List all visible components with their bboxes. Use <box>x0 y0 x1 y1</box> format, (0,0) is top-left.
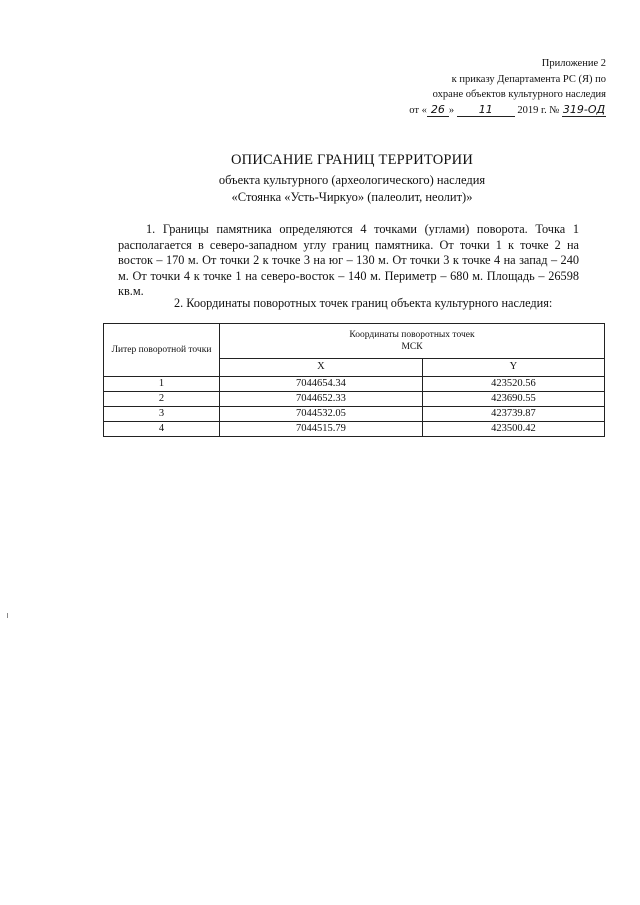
date-day: 26 <box>427 104 449 117</box>
appendix-line-3: охране объектов культурного наследия <box>432 89 606 100</box>
table-row <box>104 407 605 422</box>
header-coordinates-line-2: МСК <box>401 342 423 353</box>
header-coordinates <box>220 324 605 359</box>
coordinates-table <box>103 323 605 437</box>
cell-y: 423520.56 <box>422 377 604 392</box>
header-x: X <box>220 359 423 377</box>
paragraph-boundaries: 1. Границы памятника определяются 4 точками (углами) поворота. Точка 1 располагается в северо-западном углу границ памятника. От точки 1 к точке 2 на восток – 170 м. От точки 2 к точке 3 на юг – 130 м. От точки 3 к точке 4 на запад – 240 м. От точки 4 к точке 1 на северо-восток – 140 м. Периметр – 680 м. Площадь – 26598 кв.м. <box>118 222 579 298</box>
header-point: Литер поворотной точки <box>104 324 220 377</box>
table-row <box>104 377 605 392</box>
cell-x: 7044652.33 <box>220 392 423 407</box>
margin-mark <box>7 613 10 618</box>
appendix-header <box>306 56 606 118</box>
table-row <box>104 422 605 437</box>
appendix-line-2: к приказу Департамента РС (Я) по <box>451 73 606 85</box>
cell-x: 7044532.05 <box>220 407 423 422</box>
date-prefix: от « <box>409 104 427 116</box>
paragraph-coordinates: 2. Координаты поворотных точек границ объекта культурного наследия: <box>174 296 553 310</box>
date-mid: » <box>448 104 455 116</box>
cell-y: 423500.42 <box>422 422 604 437</box>
cell-y: 423690.55 <box>422 392 604 407</box>
cell-y: 423739.87 <box>422 407 604 422</box>
order-number: 319-ОД <box>562 102 606 116</box>
cell-x: 7044515.79 <box>220 422 423 437</box>
subtitle-line-2: «Стоянка «Усть-Чиркуо» (палеолит, неолит)» <box>231 190 473 204</box>
appendix-date-line <box>306 103 606 119</box>
document-subtitle <box>100 172 604 206</box>
cell-point: 1 <box>104 377 220 392</box>
date-year: 2019 г. № <box>517 104 560 116</box>
subtitle-line-1: объекта культурного (археологического) наследия <box>218 173 486 187</box>
document-title: ОПИСАНИЕ ГРАНИЦ ТЕРРИТОРИИ <box>230 152 474 168</box>
header-y: Y <box>422 359 604 377</box>
cell-point: 2 <box>104 392 220 407</box>
cell-x: 7044654.34 <box>220 377 423 392</box>
cell-point: 3 <box>104 407 220 422</box>
appendix-line-1: Приложение 2 <box>541 58 606 69</box>
cell-point: 4 <box>104 422 220 437</box>
date-month: 11 <box>457 104 515 117</box>
table-row <box>104 392 605 407</box>
header-coordinates-line-1: Координаты поворотных точек <box>349 330 475 341</box>
